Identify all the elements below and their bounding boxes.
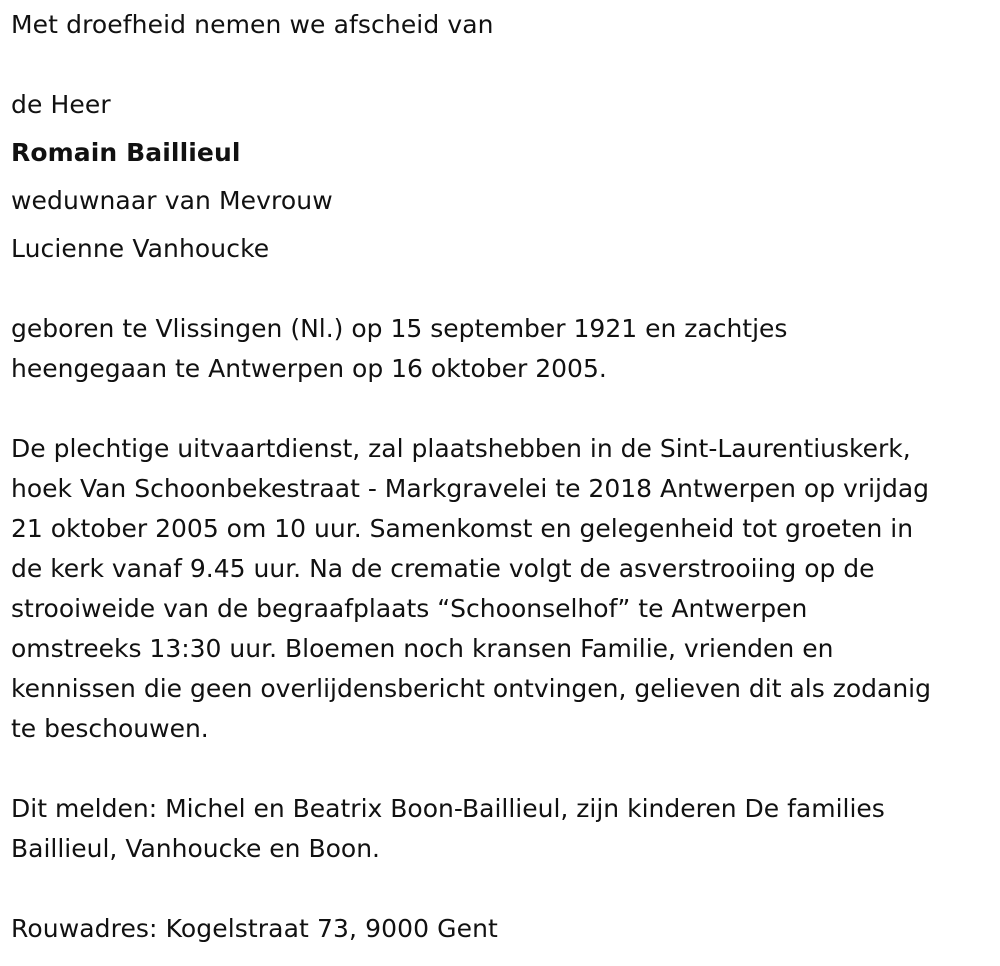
spouse-name: Lucienne Vanhoucke (11, 234, 270, 263)
announced-line: Baillieul, Vanhoucke en Boon. (11, 834, 380, 863)
service-line: De plechtige uitvaartdienst, zal plaatshebben in de Sint-Laurentiuskerk, (11, 434, 911, 463)
service-line: 21 oktober 2005 om 10 uur. Samenkomst en gelegenheid tot groeten in (11, 514, 914, 543)
birth-line: heengegaan te Antwerpen op 16 oktober 2005. (11, 354, 607, 383)
announced-line: Dit melden: Michel en Beatrix Boon-Baillieul, zijn kinderen De families (11, 794, 885, 823)
honorific: de Heer (11, 90, 111, 119)
mourning-address: Rouwadres: Kogelstraat 73, 9000 Gent (11, 914, 498, 943)
intro-text: Met droefheid nemen we afscheid van (11, 10, 494, 39)
service-line: te beschouwen. (11, 714, 209, 743)
service-line: strooiweide van de begraafplaats “Schoonselhof” te Antwerpen (11, 594, 808, 623)
service-line: omstreeks 13:30 uur. Bloemen noch kransen Familie, vrienden en (11, 634, 834, 663)
service-line: de kerk vanaf 9.45 uur. Na de crematie volgt de asverstrooiing op de (11, 554, 875, 583)
birth-death-paragraph (11, 309, 991, 389)
service-line: kennissen die geen overlijdensbericht ontvingen, gelieven dit als zodanig (11, 674, 931, 703)
service-paragraph (11, 429, 991, 749)
birth-line: geboren te Vlissingen (Nl.) op 15 september 1921 en zachtjes (11, 314, 788, 343)
deceased-name: Romain Baillieul (11, 138, 241, 167)
announced-by-paragraph (11, 789, 991, 869)
service-line: hoek Van Schoonbekestraat - Markgravelei te 2018 Antwerpen op vrijdag (11, 474, 930, 503)
widower-of-text: weduwnaar van Mevrouw (11, 186, 333, 215)
